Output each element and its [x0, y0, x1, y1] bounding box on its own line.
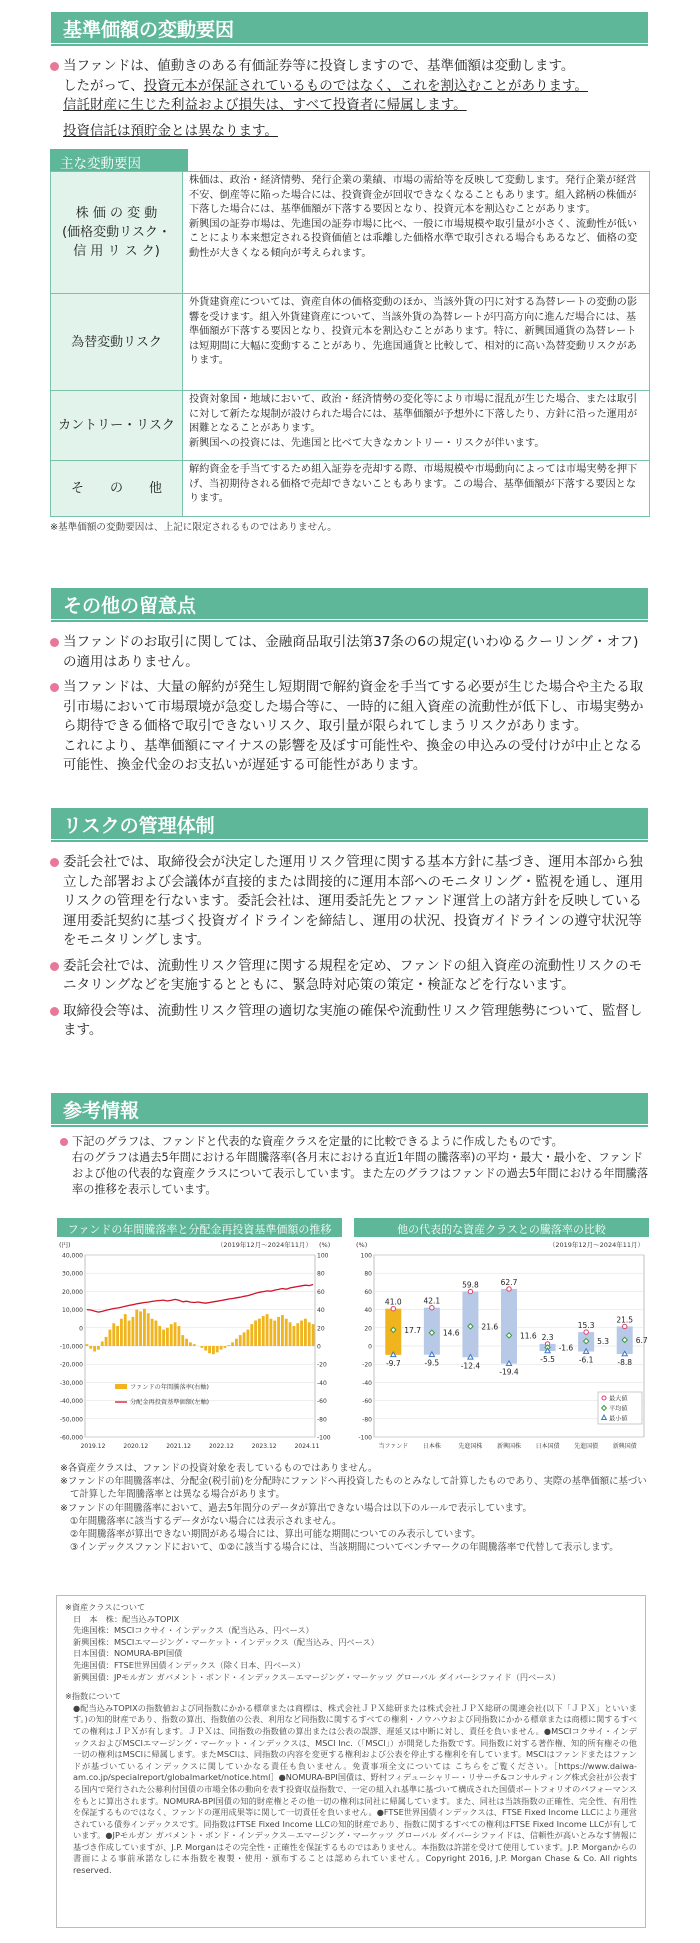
- avg-label: -1.6: [558, 1343, 574, 1353]
- return-bar: [243, 1332, 246, 1346]
- max-label: 15.3: [577, 1321, 595, 1331]
- fund-return-chart-svg: [57, 1237, 342, 1458]
- index-notes-box: [56, 1595, 646, 1928]
- return-bar: [170, 1324, 173, 1346]
- row-label: 株 価 の 変 動 (価格変動リスク・ 信 用 リ ス ク): [51, 172, 183, 294]
- return-bar: [289, 1322, 292, 1346]
- return-bar: [174, 1322, 177, 1346]
- left-axis-unit: (円): [59, 1241, 71, 1249]
- row-label: 為替変動リスク: [51, 294, 183, 391]
- bullet-item: [50, 853, 650, 951]
- return-bar: [166, 1328, 169, 1346]
- return-bar: [304, 1319, 307, 1346]
- note-line: ①年間騰落率に該当するデータがない場合には表示されません。: [70, 1515, 342, 1527]
- legend-label: 平均値: [609, 1405, 628, 1413]
- bullet-dot: [50, 638, 59, 647]
- return-bar: [212, 1346, 215, 1354]
- box-line: 日本国債：NOMURA-BPI国債: [73, 1648, 183, 1659]
- return-bar: [293, 1326, 296, 1346]
- section-title: 参考情報: [51, 1093, 648, 1124]
- bullet-dot: [60, 1138, 68, 1146]
- avg-label: 21.6: [481, 1322, 499, 1332]
- right-axis-unit: (%): [319, 1241, 331, 1249]
- chart-title: 他の代表的な資産クラスとの騰落率の比較: [354, 1218, 649, 1237]
- right-tick-label: 40: [317, 1307, 325, 1315]
- chart-period: （2019年12月～2024年11月）: [548, 1241, 644, 1249]
- return-bar: [239, 1335, 242, 1346]
- right-tick-label: -60: [317, 1398, 327, 1406]
- right-tick-label: 60: [317, 1288, 325, 1296]
- return-bar: [132, 1317, 135, 1346]
- bullet-item: [50, 57, 650, 141]
- category-label: 日本国債: [535, 1443, 560, 1450]
- right-tick-label: 80: [317, 1270, 325, 1278]
- return-bar: [312, 1324, 315, 1346]
- return-bar: [224, 1346, 227, 1348]
- avg-label: 6.7: [635, 1335, 648, 1345]
- category-label: 日本株: [422, 1443, 441, 1450]
- return-bar: [147, 1313, 150, 1346]
- return-bar: [193, 1344, 196, 1346]
- nav-line: [87, 1285, 313, 1313]
- max-marker: [430, 1305, 434, 1309]
- return-bar: [273, 1321, 276, 1346]
- box-line: 新興国債：JPモルガン ガバメント・ボンド・インデックス－エマージング・マーケッツ グローバル ダイバーシファイド（円ベース）: [73, 1671, 561, 1682]
- x-tick-label: 2020.12: [123, 1443, 149, 1450]
- return-bar: [116, 1326, 119, 1346]
- right-tick-label: 20: [317, 1325, 325, 1333]
- left-tick-label: 20,000: [62, 1288, 83, 1296]
- return-bar: [151, 1319, 154, 1346]
- tick-label: -20: [362, 1361, 372, 1369]
- text-line: したがって、投資元本が保証されているものではなく、これを割込むことがあります。: [63, 77, 588, 94]
- bullet-dot: [50, 683, 59, 692]
- min-label: -9.7: [385, 1358, 401, 1368]
- section-risk-factors: [0, 12, 700, 534]
- category-label: 新興国株: [496, 1443, 522, 1450]
- box-line: 先進国株：MSCIコクサイ・インデックス（配当込み、円ベース）: [73, 1625, 314, 1636]
- x-tick-label: 2019.12: [80, 1443, 106, 1450]
- min-label: -9.5: [424, 1358, 440, 1368]
- return-bar: [227, 1345, 230, 1346]
- category-label: 新興国債: [612, 1443, 637, 1450]
- box-line: ※資産クラスについて: [65, 1602, 146, 1612]
- legend-max-marker: [602, 1396, 606, 1400]
- row-label: カントリー・リスク: [51, 391, 183, 461]
- x-tick-label: 2021.12: [166, 1443, 192, 1450]
- max-marker: [391, 1306, 395, 1310]
- return-bar: [120, 1319, 123, 1346]
- table-row: [51, 391, 650, 461]
- legend-label: ファンドの年間騰落率(右軸): [130, 1384, 209, 1391]
- note-line: ③インデックスファンドにおいて、①②に該当する場合には、当該期間についてベンチマークの年間騰落率で代替して表示します。: [70, 1542, 619, 1554]
- row-label: そ の 他: [51, 461, 183, 517]
- legend-swatch-return: [115, 1384, 127, 1389]
- section-reference-info: [0, 1093, 700, 1198]
- return-bar: [258, 1319, 261, 1346]
- return-bar: [155, 1321, 158, 1346]
- x-tick-label: 2022.12: [208, 1443, 234, 1450]
- return-bar: [112, 1323, 115, 1346]
- max-label: 2.3: [541, 1332, 554, 1342]
- table-note: ※基準価額の変動要因は、上記に限定されるものではありません。: [50, 522, 337, 533]
- table-heading: 主な変動要因: [50, 149, 188, 171]
- tick-label: 80: [364, 1270, 372, 1278]
- return-bar: [231, 1342, 234, 1346]
- tick-label: 100: [360, 1252, 372, 1260]
- tick-label: 0: [368, 1343, 372, 1351]
- return-bar: [109, 1330, 112, 1346]
- row-text: 解約資金を手当てするため組入証券を売却する際、市場規模や市場動向によっては市場実勢を押下げ、当初期待される価格で売却できないこともあります。この場合、基準価額が下落する要因となります。: [183, 461, 650, 517]
- x-tick-label: 2023.12: [251, 1443, 277, 1450]
- max-label: 42.1: [423, 1296, 441, 1306]
- row-text: 株価は、政治・経済情勢、発行企業の業績、市場の需給等を反映して変動します。発行企業が経営不安、倒産等に陥った場合には、投資資金が回収できなくなることもあります。組入銘柄の株価が下落した場合には、基準価額が下落する要因となり、投資元本を割込むことがあります。 新興国の証券市場は、先進国の証券市場に比べ、一般に市場規模や取引量が小さく、流動性が低いことにより本来想定される投資価値とは乖離した価格水準で取引される場合もあるなど、価格の変動性が大きくなる傾向が考えられます。: [183, 172, 650, 294]
- return-bar: [281, 1315, 284, 1346]
- table-row: [51, 172, 650, 294]
- box-line: ●配当込みTOPIXの指数値および同指数にかかる標章または商標は、株式会社ＪＰＸ総研または株式会社ＪＰＸ総研の関連会社(以下「ＪＰＸ」といいます。)の知的財産であり、指数の算出、指数値の公表、利用など同指数に関するすべての権利・ノウハウおよび同指数にかかる標章または商標に関するすべての権利はＪＰＸが有します。ＪＰＸは、同指数の指数値の算出または公表の誤謬、遅延又は中断に対し、責任を負いません。●MSCIコクサイ・インデックスおよびMSCIエマージング・マーケット・インデックスは、MSCI Inc.（「MSCI」）が開発した指数です。同指数に対する著作権、知的所有権その他一切の権利はMSCIに帰属します。またMSCIは、同指数の内容を変更する権利および公表を停止する権利を有しています。MSCIはファンドまたはファンドが基づいているインデックスに関していかなる責任も負いません。免責事項全文については こちらをご覧ください。［https://www.daiwa-am.co.jp/specialreport/globalmarket/notice.html］●NOMURA-BPI国債は、野村フィデューシャリー・リサーチ&コンサルティング株式会社が公表する国内で発行された公募利付国債の市場全体の動向を表す投資収益指数で、一定の組入れ基準に基づいて構成された国債ポートフォリオのパフォーマンスをもとに算出されます。NOMURA-BPI国債の知的財産権とその他一切の権利は同社に帰属しています。また、同社は当該指数の正確性、完全性、有用性を保証するものではなく、ファンドの運用成果等に関して一切責任を負いません。●FTSE世界国債インデックスは、FTSE Fixed Income LLCにより運営されている債券インデックスです。同指数はFTSE Fixed Income LLCの知的財産であり、指数に関するすべての権利はFTSE Fixed Income LLCが有しています。●JPモルガン ガバメント・ボンド・インデックス－エマージング・マーケッツ グローバル ダイバーシファイドは、信頼性が高いとみなす情報に基づき作成していますが、J.P. Morganはその完全性・正確性を保証するものではありません。本指数は許諾を受けて使用しています。J.P. Morganからの書面による事前承諾なしに本指数を複製・使用・頒布することは認められていません。Copyright 2016, J.P. Morgan Chase & Co. All rights reserved.: [73, 1702, 637, 1876]
- bullet-item: [50, 633, 650, 672]
- legend-label: 最小値: [609, 1415, 628, 1423]
- return-bar: [93, 1346, 96, 1351]
- tick-label: -60: [362, 1398, 372, 1406]
- max-marker: [584, 1330, 588, 1334]
- note-line: ②年間騰落率が算出できない期間がある場合には、算出可能な期間についてのみ表示しています。: [70, 1529, 481, 1541]
- return-bar: [185, 1339, 188, 1346]
- right-tick-label: 100: [317, 1252, 329, 1260]
- chart-notes: [60, 1462, 648, 1554]
- row-text: 投資対象国・地域において、政治・経済情勢の変化等により市場に混乱が生じた場合、または取引に対して新たな規制が設けられた場合には、基準価額が予想外に下落したり、方針に沿った運用が困難となることがあります。 新興国への投資には、先進国と比べて大きなカントリー・リスクが伴います。: [183, 391, 650, 461]
- tick-label: 20: [364, 1325, 372, 1333]
- note-line: ※ファンドの年間騰落率において、過去5年間分のデータが算出できない場合は以下のルールで表示しています。: [60, 1502, 532, 1514]
- return-bar: [208, 1346, 211, 1353]
- tick-label: 60: [364, 1288, 372, 1296]
- return-bar: [262, 1316, 265, 1346]
- return-bar: [254, 1321, 257, 1346]
- chart-title: ファンドの年間騰落率と分配金再投資基準価額の推移: [57, 1218, 342, 1237]
- category-label: 当ファンド: [378, 1443, 409, 1450]
- max-marker: [468, 1289, 472, 1293]
- return-bar: [220, 1346, 223, 1350]
- note-line: ※各資産クラスは、ファンドの投資対象を表しているものではありません。: [60, 1463, 378, 1474]
- section-title: 基準価額の変動要因: [51, 12, 648, 43]
- section-title: リスクの管理体制: [51, 808, 648, 839]
- return-bar: [97, 1346, 100, 1350]
- range-bar: [501, 1289, 517, 1364]
- return-bar: [277, 1317, 280, 1346]
- avg-label: 14.6: [442, 1328, 460, 1338]
- box-line: 新興国株：MSCIエマージング・マーケット・インデックス（配当込み、円ベース）: [73, 1636, 379, 1647]
- return-bar: [285, 1319, 288, 1346]
- return-bar: [181, 1335, 184, 1346]
- text-line: 当ファンドは、値動きのある有価証券等に投資しますので、基準価額は変動します。: [63, 58, 575, 74]
- return-bar: [270, 1319, 273, 1346]
- table-row: [51, 461, 650, 517]
- note-line: ※ファンドの年間騰落率は、分配金(税引前)を分配時にファンドへ再投資したものとみなして計算したものであり、実際の基準価額に基づいて計算した年間騰落率とは異なる場合があります。: [60, 1476, 647, 1501]
- category-label: 先進国株: [458, 1443, 483, 1450]
- box-line: 日 本 株：配当込みTOPIX: [73, 1613, 180, 1624]
- return-bar: [158, 1326, 161, 1346]
- return-bar: [300, 1321, 303, 1346]
- section-risk-management: [0, 808, 700, 1041]
- risk-factors-table: [50, 171, 650, 517]
- max-marker: [507, 1287, 511, 1291]
- text-line: 投資信託は預貯金とは異なります。: [63, 122, 278, 139]
- bullet-item: [50, 678, 650, 776]
- legend-label: 最大値: [609, 1395, 628, 1403]
- chart-period: （2019年12月～2024年11月）: [216, 1241, 312, 1249]
- bullet-dot: [50, 1007, 59, 1016]
- fund-return-chart: [57, 1218, 342, 1458]
- return-bar: [296, 1323, 299, 1346]
- category-label: 先進国債: [574, 1443, 599, 1450]
- bullet-text: 当ファンドは、大量の解約が発生し短期間で解約資金を手当てする必要が生じた場合や主たる取引市場において市場環境が急変した場合等に、一時的に組入資産の流動性が低下し、市場実勢から期待できる価格で取引できないリスク、取引量が限られてしまうリスクがあります。: [63, 679, 644, 734]
- bullet-dot: [50, 962, 59, 971]
- left-tick-label: 10,000: [62, 1307, 83, 1315]
- box-line: 先進国債：FTSE世界国債インデックス（除く日本、円ベース）: [73, 1659, 306, 1670]
- right-tick-label: -100: [317, 1434, 331, 1442]
- avg-label: 5.3: [597, 1337, 610, 1347]
- max-label: 21.5: [616, 1315, 634, 1325]
- return-bar: [143, 1309, 146, 1346]
- right-tick-label: 0: [317, 1343, 321, 1351]
- min-label: -12.4: [460, 1361, 481, 1371]
- min-label: -8.8: [617, 1358, 633, 1368]
- tick-label: 40: [364, 1307, 372, 1315]
- intro-text: 下記のグラフは、ファンドと代表的な資産クラスを定量的に比較できるように作成したものです。 右のグラフは過去5年間における年間騰落率(各月末における直近1年間の騰落率)の平均・最大・最小を、ファンドおよび他の代表的な資産クラスについて表示しています。また左のグラフはファンドの過去5年間における年間騰落率の推移を表示しています。: [72, 1135, 649, 1196]
- max-label: 59.8: [462, 1280, 479, 1290]
- return-bar: [266, 1314, 269, 1346]
- left-tick-label: -50,000: [59, 1416, 83, 1424]
- tick-label: -80: [362, 1416, 372, 1424]
- bullet-text: 委託会社では、流動性リスク管理に関する規程を定め、ファンドの組入資産の流動性リスクのモニタリングなどを実施するとともに、緊急時対応策の策定・検証などを行ないます。: [63, 957, 643, 993]
- x-tick-label: 2024.11: [294, 1443, 320, 1450]
- left-tick-label: 30,000: [62, 1270, 83, 1278]
- return-bar: [124, 1314, 127, 1346]
- axis-unit: (%): [356, 1241, 368, 1249]
- legend-label: 分配金再投資基準価額(左軸): [130, 1399, 210, 1406]
- return-bar: [162, 1330, 165, 1346]
- bullet-item: [50, 957, 650, 996]
- bullet-text: 委託会社では、取締役会が決定した運用リスク管理に関する基本方針に基づき、運用本部から独立した部署および会議体が直接的または間接的に運用本部へのモニタリング・監視を通し、運用リスクの管理を行ないます。委託会社は、運用委託先とファンド運営上の諸方針を反映している運用委託契約に基づく投資ガイドラインを締結し、運用の状況、投資ガイドラインの遵守状況等をモニタリングします。: [63, 854, 644, 948]
- bullet-item: [60, 1134, 650, 1198]
- section-title: その他の留意点: [51, 588, 648, 619]
- max-label: 62.7: [500, 1277, 518, 1287]
- bullet-text: 取締役会等は、流動性リスク管理の適切な実施の確保や流動性リスク管理態勢について、監督します。: [63, 1002, 643, 1038]
- bullet-text: これにより、基準価額にマイナスの影響を及ぼす可能性や、換金の申込みの受付けが中止となる可能性、換金代金のお支払いが遅延する可能性があります。: [63, 737, 643, 773]
- left-tick-label: 40,000: [62, 1252, 83, 1260]
- right-tick-label: -20: [317, 1361, 327, 1369]
- return-bar: [89, 1346, 92, 1349]
- return-bar: [128, 1321, 131, 1346]
- table-row: [51, 294, 650, 391]
- box-line: ※指数について: [65, 1691, 121, 1702]
- section-other-notes: [0, 588, 700, 776]
- min-label: -19.4: [499, 1367, 519, 1377]
- text-line: 信託財産に生じた利益および損失は、すべて投資者に帰属します。: [63, 97, 467, 113]
- min-label: -6.1: [578, 1355, 594, 1365]
- bullet-text: 当ファンドのお取引に関しては、金融商品取引法第37条の6の規定(いわゆるクーリング・オフ)の適用はありません。: [63, 634, 639, 670]
- return-bar: [308, 1322, 311, 1346]
- return-bar: [139, 1311, 142, 1346]
- left-tick-label: -10,000: [59, 1343, 83, 1351]
- return-bar: [204, 1346, 207, 1351]
- left-tick-label: -30,000: [59, 1379, 83, 1387]
- avg-label: 11.6: [520, 1331, 537, 1341]
- return-bar: [216, 1346, 219, 1352]
- asset-comparison-chart-svg: [354, 1237, 649, 1458]
- max-label: 41.0: [384, 1297, 402, 1307]
- bullet-dot: [50, 62, 59, 71]
- return-bar: [235, 1339, 238, 1346]
- return-bar: [247, 1330, 250, 1346]
- left-tick-label: -20,000: [59, 1361, 83, 1369]
- tick-label: -40: [362, 1379, 372, 1387]
- return-bar: [201, 1346, 204, 1348]
- right-tick-label: -40: [317, 1379, 327, 1387]
- return-bar: [105, 1337, 108, 1346]
- return-bar: [250, 1324, 253, 1346]
- return-bar: [178, 1326, 181, 1346]
- return-bar: [135, 1310, 138, 1346]
- return-bar: [101, 1341, 104, 1346]
- left-tick-label: -60,000: [59, 1434, 83, 1442]
- left-tick-label: 0: [79, 1325, 83, 1333]
- avg-label: 17.7: [404, 1325, 421, 1335]
- tick-label: -100: [358, 1434, 372, 1442]
- bullet-item: [50, 1002, 650, 1041]
- asset-class-comparison-chart: [354, 1218, 649, 1458]
- min-label: -5.5: [540, 1355, 555, 1365]
- max-marker: [623, 1324, 627, 1328]
- right-tick-label: -80: [317, 1416, 327, 1424]
- row-text: 外貨建資産については、資産自体の価格変動のほか、当該外貨の円に対する為替レートの変動の影響を受けます。組入外貨建資産について、当該外貨の為替レートが円高方向に進んだ場合には、基準価額が下落する要因となり、投資元本を割込むことがあります。特に、新興国通貨の為替レートは短期間に大幅に変動することがあり、先進国通貨と比較して、相対的に高い為替変動リスクがあります。: [183, 294, 650, 391]
- left-tick-label: -40,000: [59, 1398, 83, 1406]
- return-bar: [86, 1344, 89, 1346]
- return-bar: [189, 1342, 192, 1346]
- bullet-dot: [50, 858, 59, 867]
